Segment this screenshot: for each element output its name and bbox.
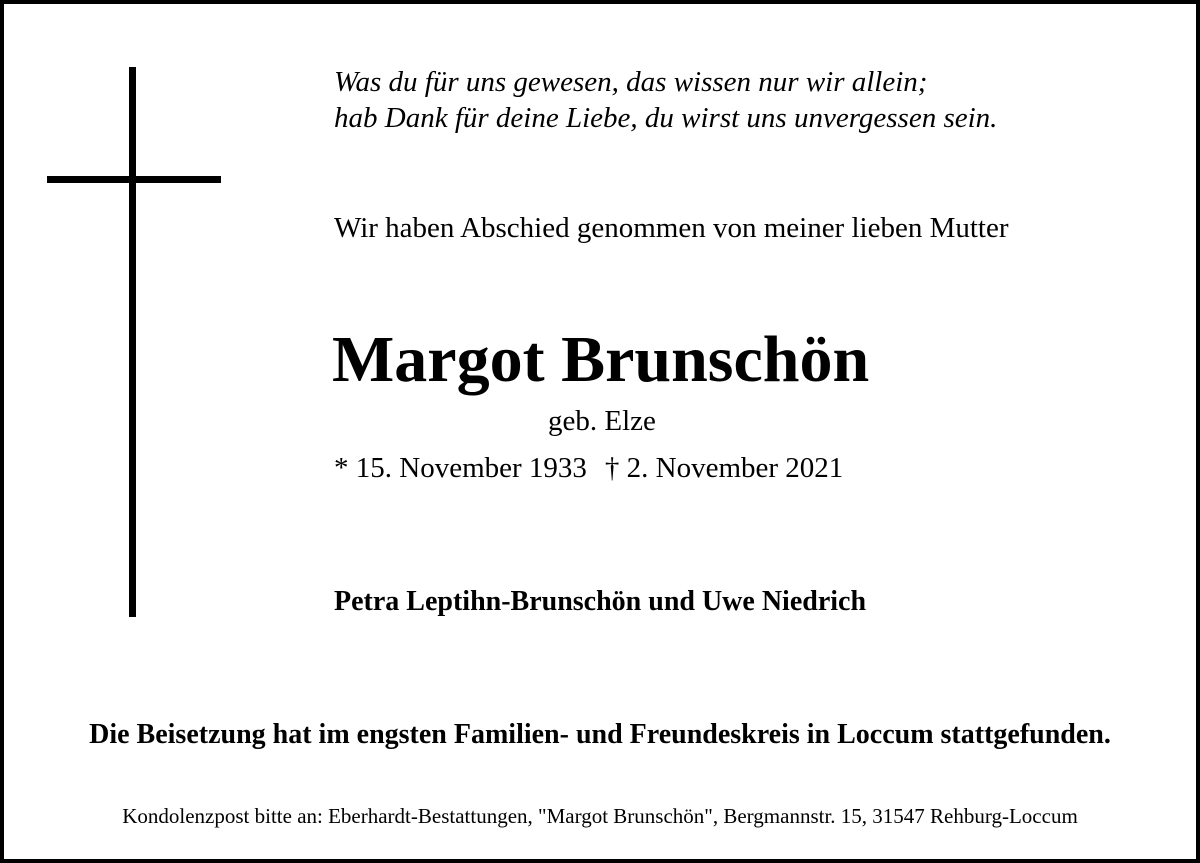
- cross-horizontal-bar: [47, 176, 221, 183]
- birth-date: * 15. November 1933: [334, 452, 587, 484]
- death-date: † 2. November 2021: [604, 452, 844, 484]
- life-dates: [334, 450, 843, 486]
- cross-vertical-bar: [129, 67, 136, 617]
- burial-notice: Die Beisetzung hat im engsten Familien- und Freundeskreis in Loccum stattgefunden.: [89, 719, 1111, 750]
- condolence-address: Kondolenzpost bitte an: Eberhardt-Bestattungen, "Margot Brunschön", Bergmannstr. 15, 31547 Rehburg-Loccum: [122, 804, 1078, 828]
- verse-line-1: Was du für uns gewesen, das wissen nur wir allein;: [334, 66, 928, 98]
- mourners: Petra Leptihn-Brunschön und Uwe Niedrich: [334, 586, 867, 617]
- verse-line-2: hab Dank für deine Liebe, du wirst uns unvergessen sein.: [334, 102, 998, 134]
- deceased-name: Margot Brunschön: [332, 323, 870, 396]
- memorial-verse: [334, 64, 997, 136]
- farewell-intro: Wir haben Abschied genommen von meiner lieben Mutter: [334, 212, 1009, 244]
- maiden-name: geb. Elze: [548, 405, 656, 437]
